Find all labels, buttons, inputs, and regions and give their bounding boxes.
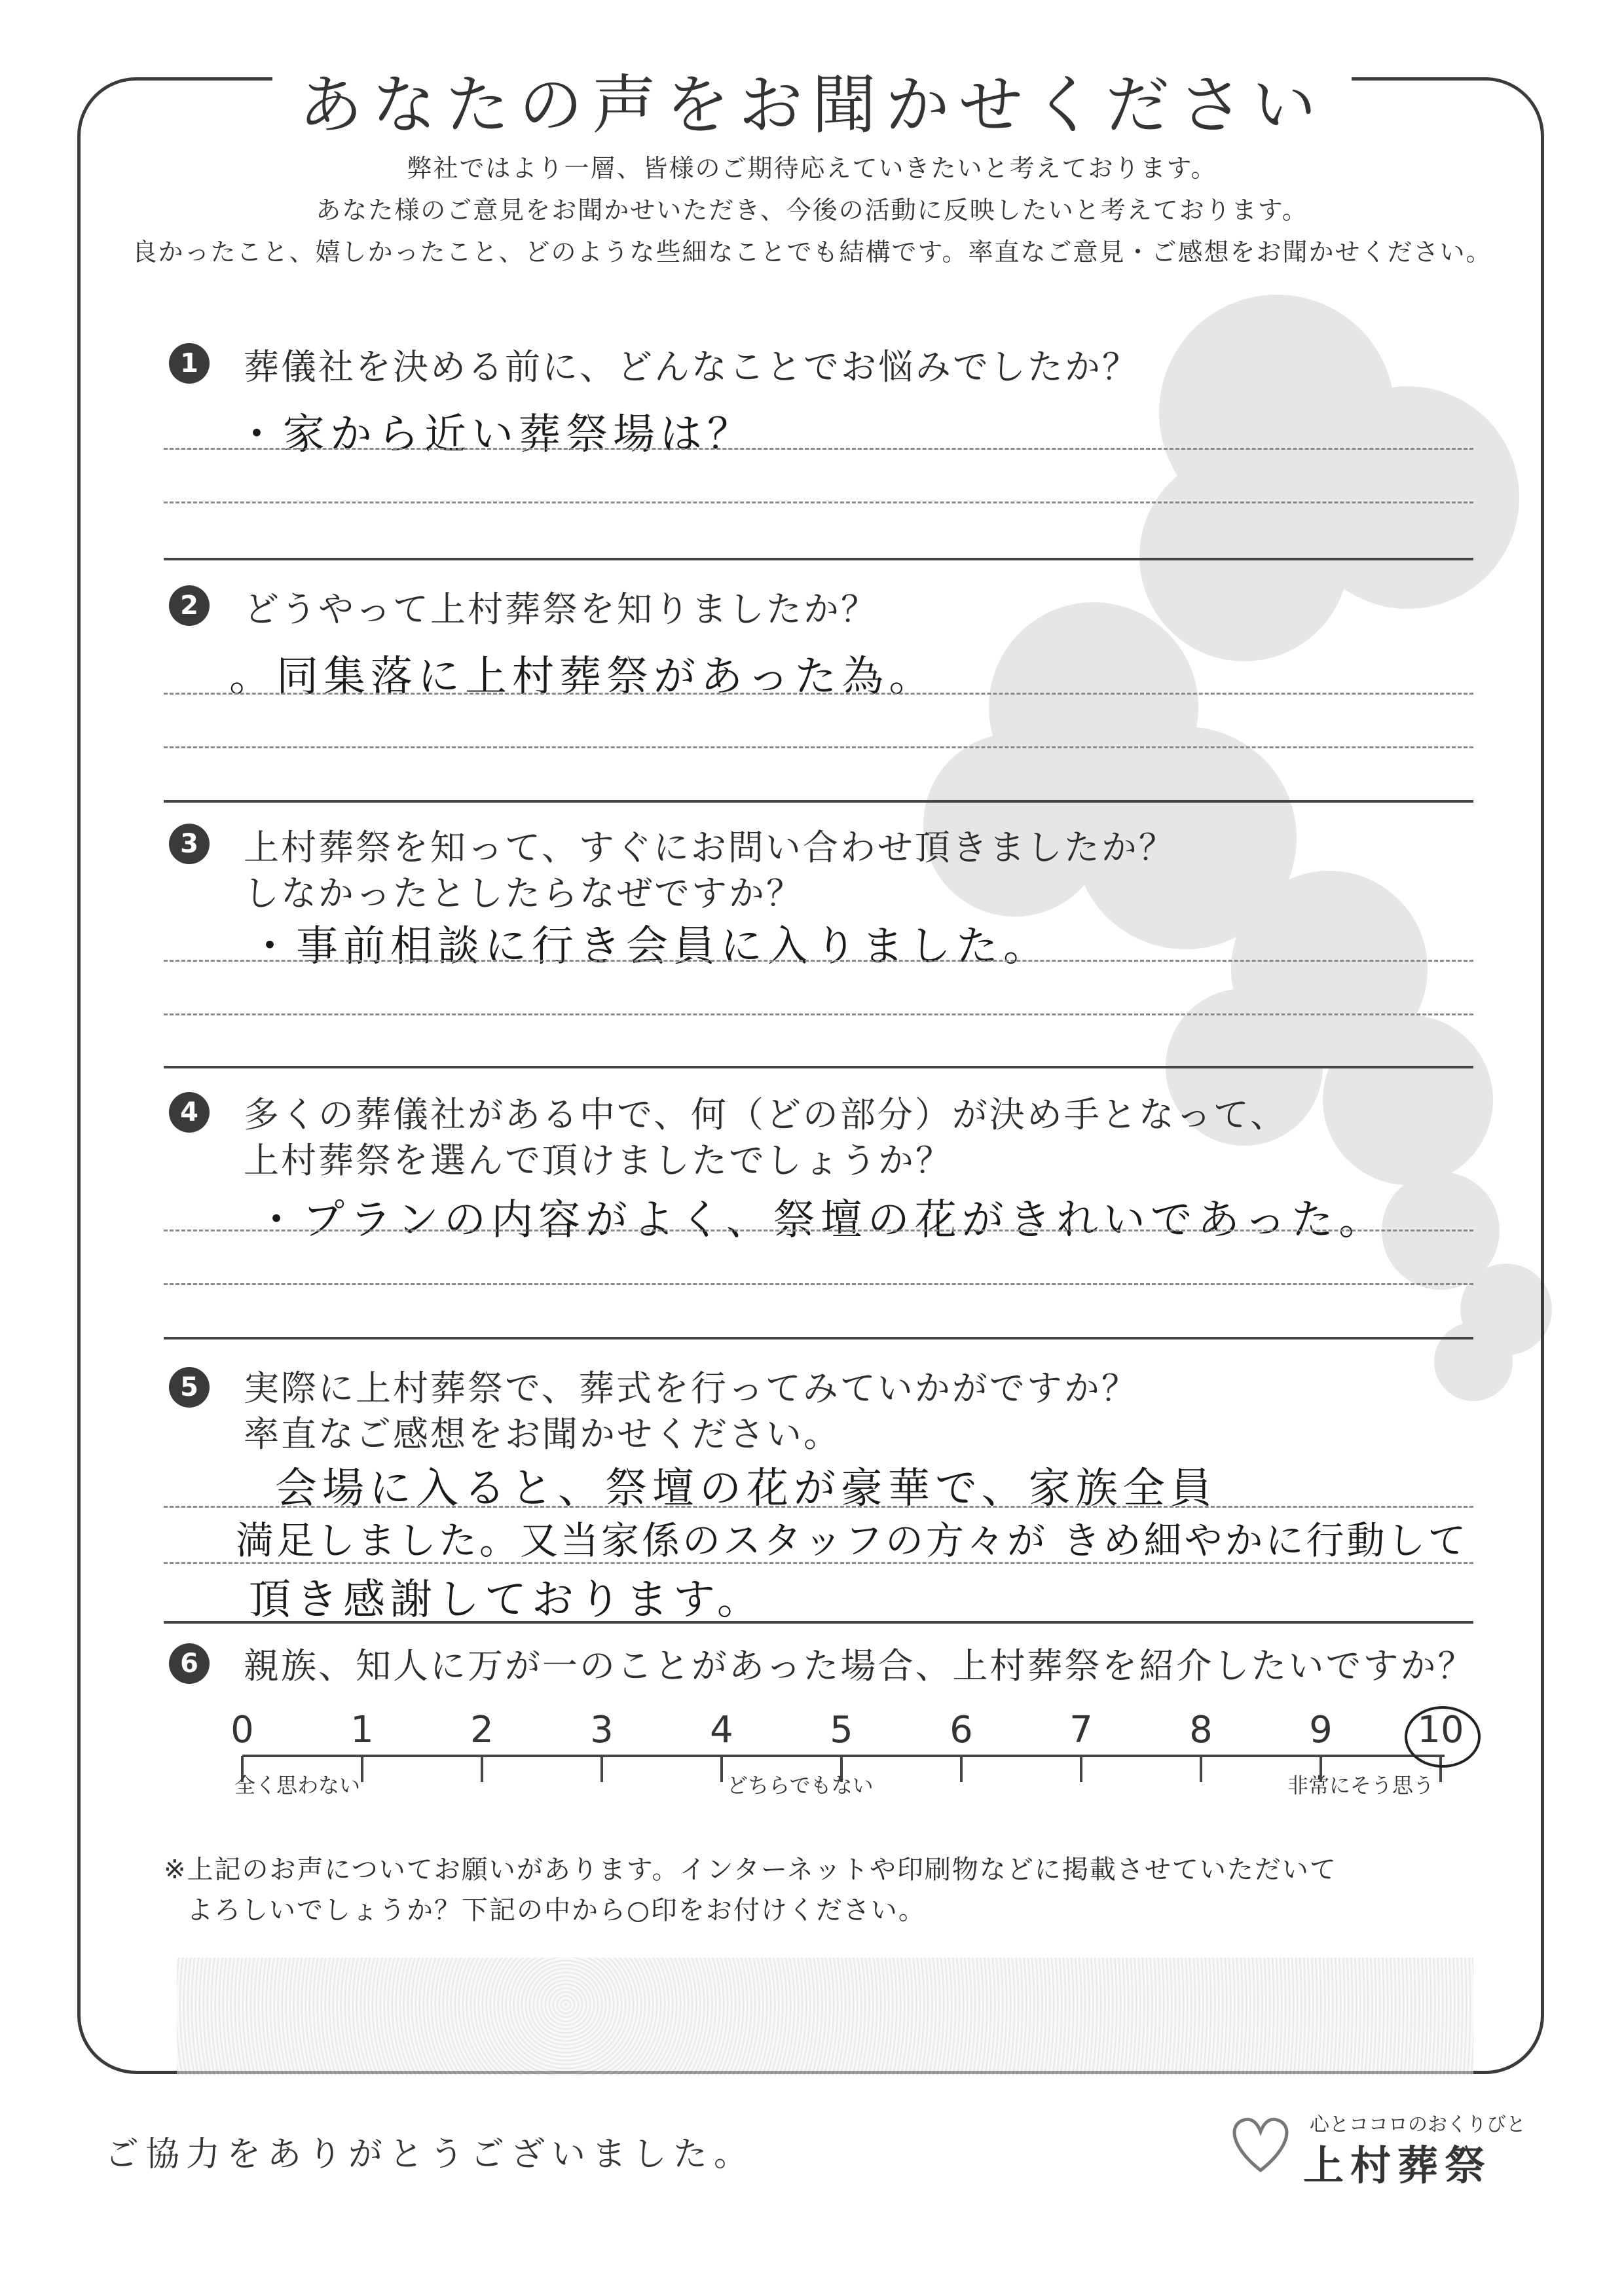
scale-tick-label-7: 7 — [1069, 1709, 1093, 1751]
answer-line — [164, 1283, 1473, 1285]
answer-line — [164, 448, 1473, 450]
scale-tick — [1080, 1756, 1082, 1782]
answer-5-line-1: 会場に入ると、祭壇の花が豪華で、家族全員 — [275, 1465, 1217, 1513]
section-divider — [164, 1066, 1473, 1068]
scale-tick-label-8: 8 — [1189, 1709, 1213, 1751]
answer-line — [164, 501, 1473, 503]
answer-5-line-3: 頂き感謝しております。 — [249, 1576, 764, 1624]
scale-tick — [720, 1756, 723, 1782]
stipple-area — [177, 1958, 1473, 2075]
scale-tick-label-5: 5 — [830, 1709, 853, 1751]
scale-tick-label-1: 1 — [350, 1709, 374, 1751]
question-4-text-line-2: 上村葬祭を選んで頂けましたでしょうか？ — [244, 1140, 953, 1181]
intro-line-3: 良かったこと、嬉しかったこと、どのような些細なことでも結構です。率直なご意見・ご感想をお聞かせください。 — [132, 238, 1492, 266]
scale-label-right: 非常にそう思う — [1287, 1773, 1435, 1798]
intro-line-1: 弊社ではより一層、皆様のご期待応えていきたいと考えております。 — [407, 154, 1217, 183]
notice-line-1: ※上記のお声についてお願いがあります。インターネットや印刷物などに掲載させていただいて — [164, 1855, 1337, 1885]
section-divider — [164, 1337, 1473, 1339]
scale-tick-label-2: 2 — [470, 1709, 494, 1751]
scale-tick — [481, 1756, 483, 1782]
question-3-text-line-1: 上村葬祭を知って、すぐにお問い合わせ頂きましたか？ — [244, 827, 1176, 868]
question-5-text-line-1: 実際に上村葬祭で、葬式を行ってみていかがですか？ — [244, 1368, 1139, 1409]
page-title: あなたの声をお聞かせください — [0, 54, 1624, 146]
answer-line — [164, 1013, 1473, 1015]
notice-line-2: よろしいでしょうか？下記の中から○印をお付けください。 — [187, 1895, 926, 1925]
scale-tick-label-3: 3 — [590, 1709, 614, 1751]
question-number-6: 6 — [169, 1643, 210, 1684]
question-number-5: 5 — [169, 1367, 210, 1408]
question-3-text-line-2: しなかったとしたらなぜですか？ — [244, 873, 803, 914]
question-number-3: 3 — [169, 824, 210, 864]
scale-tick-label-9: 9 — [1309, 1709, 1333, 1751]
answer-line — [164, 960, 1473, 962]
intro-line-2: あなた様のご意見をお聞かせいただき、今後の活動に反映したいと考えております。 — [316, 196, 1308, 225]
answer-line — [164, 1506, 1473, 1508]
scale-tick-label-6: 6 — [950, 1709, 973, 1751]
section-divider — [164, 800, 1473, 803]
scale-tick-label-0: 0 — [231, 1709, 254, 1751]
question-6-text: 親族、知人に万が一のことがあった場合、上村葬祭を紹介したいですか？ — [244, 1645, 1475, 1686]
question-1-text: 葬儀社を決める前に、どんなことでお悩みでしたか？ — [244, 346, 1139, 388]
question-4-text-line-1: 多くの葬儀社がある中で、何（どの部分）が決め手となって、 — [244, 1094, 1287, 1135]
answer-3: ・事前相談に行き会員に入りました。 — [249, 922, 1050, 971]
answer-line — [164, 693, 1473, 695]
scale-axis — [242, 1755, 1445, 1757]
scale-tick — [600, 1756, 603, 1782]
question-number-2: 2 — [169, 585, 210, 626]
scale-tick — [960, 1756, 963, 1782]
question-number-4: 4 — [169, 1092, 210, 1133]
scale-tick-label-10: 10 — [1417, 1709, 1464, 1751]
answer-line — [164, 746, 1473, 748]
question-number-1: 1 — [169, 343, 210, 384]
answer-5-line-2: 満足しました。又当家係のスタッフの方々が きめ細やかに行動して — [236, 1518, 1469, 1563]
section-divider — [164, 558, 1473, 560]
scale-label-mid: どちらでもない — [727, 1773, 874, 1798]
section-divider — [164, 1621, 1473, 1624]
selected-rating-circle — [1405, 1706, 1481, 1768]
heart-logo-icon — [1225, 2108, 1297, 2180]
scale-tick-label-4: 4 — [710, 1709, 733, 1751]
company-logo-text: 上村葬祭 — [1303, 2141, 1492, 2189]
answer-line — [164, 1562, 1473, 1564]
question-2-text: どうやって上村葬祭を知りましたか？ — [244, 589, 878, 630]
answer-1: ・家から近い葬祭場は？ — [236, 410, 754, 459]
thanks-text: ご協力をありがとうございました。 — [105, 2135, 755, 2174]
scale-tick — [1200, 1756, 1202, 1782]
question-5-text-line-2: 率直なご感想をお聞かせください。 — [244, 1413, 841, 1455]
answer-4: ・プランの内容がよく、祭壇の花がきれいであった。 — [255, 1196, 1386, 1245]
company-tagline: 心とココロのおくりびと — [1310, 2113, 1526, 2136]
scale-label-left: 全く思わない — [234, 1773, 361, 1798]
answer-2: 。同集落に上村葬祭があった為。 — [229, 653, 936, 701]
scale-tick — [361, 1756, 363, 1782]
answer-line — [164, 1230, 1473, 1231]
